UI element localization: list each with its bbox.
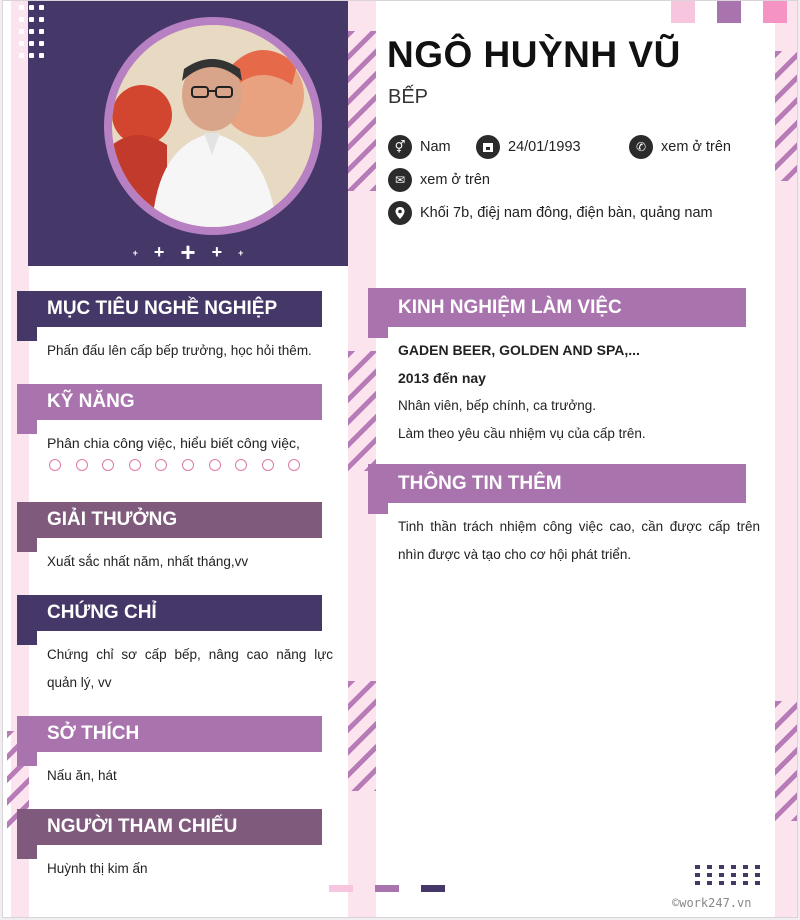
phone-icon: ✆: [629, 135, 653, 159]
skill-rating: [49, 459, 315, 471]
section-title: THÔNG TIN THÊM: [368, 464, 746, 503]
section-title: GIẢI THƯỞNG: [17, 502, 322, 538]
birth-date-info: [476, 135, 581, 159]
references-text: Huỳnh thị kim ấn: [47, 861, 148, 876]
section-title: KINH NGHIỆM LÀM VIỆC: [368, 288, 746, 327]
experience-company: GADEN BEER, GOLDEN AND SPA,...: [398, 342, 640, 358]
decor-stripes: [775, 701, 797, 821]
gender-icon: ⚥: [388, 135, 412, 159]
location-icon: [388, 201, 412, 225]
avatar: [104, 17, 322, 235]
experience-position: Nhân viên, bếp chính, ca trưởng.: [398, 398, 597, 413]
candidate-name: NGÔ HUỲNH VŨ: [387, 34, 681, 75]
hobbies-text: Nấu ăn, hát: [47, 768, 117, 783]
section-title: CHỨNG CHỈ: [17, 595, 322, 631]
decor-plus-row: + + + + +: [132, 237, 244, 267]
decor-stripes: [775, 51, 797, 181]
gender-value: Nam: [420, 139, 451, 155]
avatar-photo: [112, 25, 314, 227]
phone-value: xem ở trên: [661, 139, 731, 155]
cv-page: [2, 0, 798, 918]
email-info: [388, 168, 490, 192]
experience-period: 2013 đến nay: [398, 370, 486, 386]
section-title: SỞ THÍCH: [17, 716, 322, 752]
address-info: [388, 201, 713, 225]
decor-square: [763, 1, 787, 23]
decor-stripes: [348, 681, 376, 791]
awards-text: Xuất sắc nhất năm, nhất tháng,vv: [47, 554, 249, 569]
decor-stripes: [348, 351, 376, 471]
decor-stripes: [348, 31, 376, 191]
additional-info-text: Tinh thần trách nhiệm công việc cao, cần được cấp trên nhìn được và tạo cho cơ hội phát triển.: [398, 519, 760, 562]
section-title: KỸ NĂNG: [17, 384, 322, 420]
phone-info: [629, 135, 731, 159]
skills-text: Phân chia công việc, hiểu biết công việc,: [47, 435, 300, 451]
decor-square: [671, 1, 695, 23]
decor-square: [717, 1, 741, 23]
section-title: MỤC TIÊU NGHỀ NGHIỆP: [17, 291, 322, 327]
birth-date-value: 24/01/1993: [508, 139, 581, 155]
gender-info: [388, 135, 451, 159]
address-value: Khối 7b, điệj nam đông, điện bàn, quảng nam: [420, 205, 713, 221]
photo-header-block: [28, 1, 348, 266]
email-icon: ✉: [388, 168, 412, 192]
experience-duties: Làm theo yêu cầu nhiệm vụ của cấp trên.: [398, 426, 646, 441]
objective-text: Phấn đấu lên cấp bếp trưởng, học hỏi thêm.: [47, 343, 312, 358]
certificates-text: Chứng chỉ sơ cấp bếp, nâng cao năng lực quản lý, vv: [47, 647, 333, 690]
job-title: BẾP: [388, 86, 429, 108]
calendar-icon: [476, 135, 500, 159]
section-title: NGƯỜI THAM CHIẾU: [17, 809, 322, 845]
email-value: xem ở trên: [420, 172, 490, 188]
watermark: ©work247.vn: [672, 896, 752, 910]
